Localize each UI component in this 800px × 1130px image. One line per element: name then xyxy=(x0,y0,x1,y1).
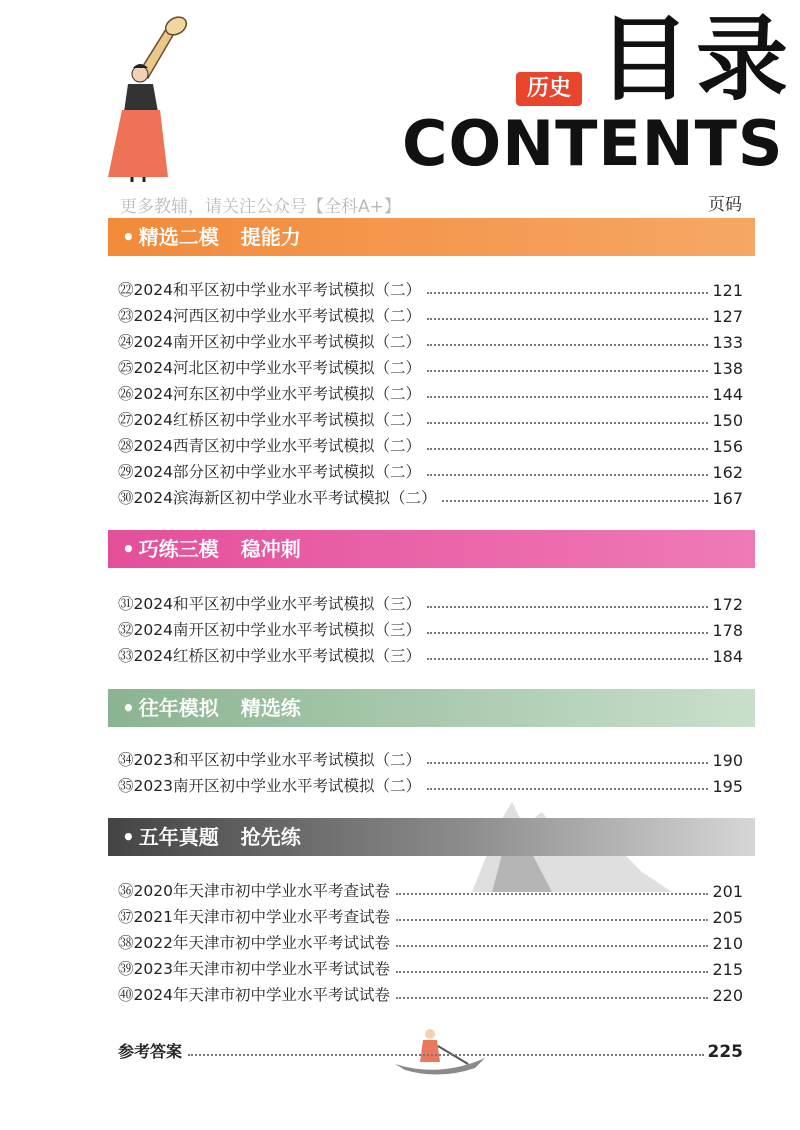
toc-entry-title: ㉞2023和平区初中学业水平考试模拟（二） xyxy=(118,751,421,769)
page-title-cn: 目录 xyxy=(598,6,795,113)
section-bullet: • xyxy=(122,225,135,249)
toc-entry-page: 205 xyxy=(712,908,743,927)
toc-entry-page: 220 xyxy=(712,986,743,1005)
toc-entry[interactable] xyxy=(118,642,743,666)
toc-entry-title: ㉒2024和平区初中学业水平考试模拟（二） xyxy=(118,281,421,299)
leader-dots xyxy=(188,1054,703,1056)
toc-entry-title: ㉝2024红桥区初中学业水平考试模拟（三） xyxy=(118,647,421,665)
leader-dots xyxy=(427,474,709,476)
section-title-a: 五年真题 xyxy=(138,825,219,849)
toc-entry[interactable] xyxy=(118,929,743,953)
leader-dots xyxy=(427,606,709,608)
toc-entry[interactable] xyxy=(118,746,743,770)
toc-entry[interactable] xyxy=(118,981,743,1005)
toc-entry[interactable] xyxy=(118,616,743,640)
leader-dots xyxy=(442,500,708,502)
toc-entry-page: 121 xyxy=(712,281,743,300)
toc-entry-title: ㉕2024河北区初中学业水平考试模拟（二） xyxy=(118,359,421,377)
section-header-1 xyxy=(108,218,755,256)
leader-dots xyxy=(427,632,709,634)
toc-entry-title: ㉜2024南开区初中学业水平考试模拟（三） xyxy=(118,621,421,639)
toc-entry[interactable] xyxy=(118,877,743,901)
leader-dots xyxy=(427,318,709,320)
section-title-b: 精选练 xyxy=(240,696,301,720)
leader-dots xyxy=(396,971,709,973)
leader-dots xyxy=(427,370,709,372)
toc-entry-title: ㊱2020年天津市初中学业水平考查试卷 xyxy=(118,882,390,900)
toc-entry-page: 201 xyxy=(712,882,743,901)
toc-entry-page: 178 xyxy=(712,621,743,640)
toc-entry[interactable] xyxy=(118,484,743,508)
leader-dots xyxy=(427,658,709,660)
toc-entry[interactable] xyxy=(118,590,743,614)
watermark-text: 更多教辅，请关注公众号【全科A+】 xyxy=(120,197,401,217)
section-title-b: 提能力 xyxy=(240,225,301,249)
toc-entry-page: 150 xyxy=(712,411,743,430)
toc-entry[interactable] xyxy=(118,302,743,326)
section-bullet: • xyxy=(122,696,135,720)
toc-entry[interactable] xyxy=(118,354,743,378)
toc-entry-page: 127 xyxy=(712,307,743,326)
toc-entry-page: 190 xyxy=(712,751,743,770)
section-title-b: 抢先练 xyxy=(240,825,301,849)
answers-title: 参考答案 xyxy=(118,1042,183,1061)
toc-entry-page: 138 xyxy=(712,359,743,378)
toc-entry[interactable] xyxy=(118,432,743,456)
section-bullet: • xyxy=(122,537,135,561)
toc-entry-page: 133 xyxy=(712,333,743,352)
section-title-a: 巧练三模 xyxy=(138,537,219,561)
section-title-a: 精选二模 xyxy=(138,225,219,249)
leader-dots xyxy=(396,997,709,999)
page-title-en: CONTENTS xyxy=(402,107,784,180)
toc-entry-title: ㉛2024和平区初中学业水平考试模拟（三） xyxy=(118,595,421,613)
section-header-4 xyxy=(108,818,755,856)
leader-dots xyxy=(427,344,709,346)
toc-entry-title: ㉓2024河西区初中学业水平考试模拟（二） xyxy=(118,307,421,325)
toc-entry[interactable] xyxy=(118,328,743,352)
leader-dots xyxy=(427,422,709,424)
toc-entry[interactable] xyxy=(118,903,743,927)
subject-badge: 历史 xyxy=(516,72,582,106)
toc-entry-title: ㉘2024西青区初中学业水平考试模拟（二） xyxy=(118,437,421,455)
toc-entry-title: ㊴2023年天津市初中学业水平考试试卷 xyxy=(118,960,390,978)
toc-entry[interactable] xyxy=(118,406,743,430)
leader-dots xyxy=(396,919,709,921)
toc-entry[interactable] xyxy=(118,276,743,300)
toc-entry-page: 184 xyxy=(712,647,743,666)
toc-entry[interactable] xyxy=(118,458,743,482)
horn-player-illustration xyxy=(98,12,198,182)
toc-entry-page: 162 xyxy=(712,463,743,482)
toc-entry-title: ㉙2024部分区初中学业水平考试模拟（二） xyxy=(118,463,421,481)
answers-page: 225 xyxy=(707,1042,743,1062)
section-title-b: 稳冲刺 xyxy=(240,537,301,561)
toc-entry-page: 172 xyxy=(712,595,743,614)
leader-dots xyxy=(427,396,709,398)
toc-entry-title: ㉖2024河东区初中学业水平考试模拟（二） xyxy=(118,385,421,403)
leader-dots xyxy=(396,945,709,947)
toc-entry-page: 144 xyxy=(712,385,743,404)
section-header-2 xyxy=(108,530,755,568)
section-bullet: • xyxy=(122,825,135,849)
toc-entry-title: ㉗2024红桥区初中学业水平考试模拟（二） xyxy=(118,411,421,429)
toc-entry-title: ㊳2022年天津市初中学业水平考试试卷 xyxy=(118,934,390,952)
toc-entry[interactable] xyxy=(118,380,743,404)
toc-entry-title: ㉟2023南开区初中学业水平考试模拟（二） xyxy=(118,777,421,795)
toc-entry-page: 195 xyxy=(712,777,743,796)
toc-entry-title: ㉔2024南开区初中学业水平考试模拟（二） xyxy=(118,333,421,351)
toc-entry-page: 215 xyxy=(712,960,743,979)
answers-entry[interactable] xyxy=(118,1038,743,1062)
page-number-label: 页码 xyxy=(708,195,742,215)
toc-entry-page: 167 xyxy=(712,489,743,508)
leader-dots xyxy=(427,292,709,294)
section-title-a: 往年模拟 xyxy=(138,696,219,720)
toc-entry-title: ㊵2024年天津市初中学业水平考试试卷 xyxy=(118,986,390,1004)
toc-entry-title: ㊲2021年天津市初中学业水平考查试卷 xyxy=(118,908,390,926)
section-header-3 xyxy=(108,689,755,727)
toc-entry-page: 156 xyxy=(712,437,743,456)
toc-entry-title: ㉚2024滨海新区初中学业水平考试模拟（二） xyxy=(118,489,437,507)
toc-entry-page: 210 xyxy=(712,934,743,953)
leader-dots xyxy=(427,762,709,764)
leader-dots xyxy=(427,448,709,450)
leader-dots xyxy=(396,893,709,895)
toc-entry[interactable] xyxy=(118,955,743,979)
